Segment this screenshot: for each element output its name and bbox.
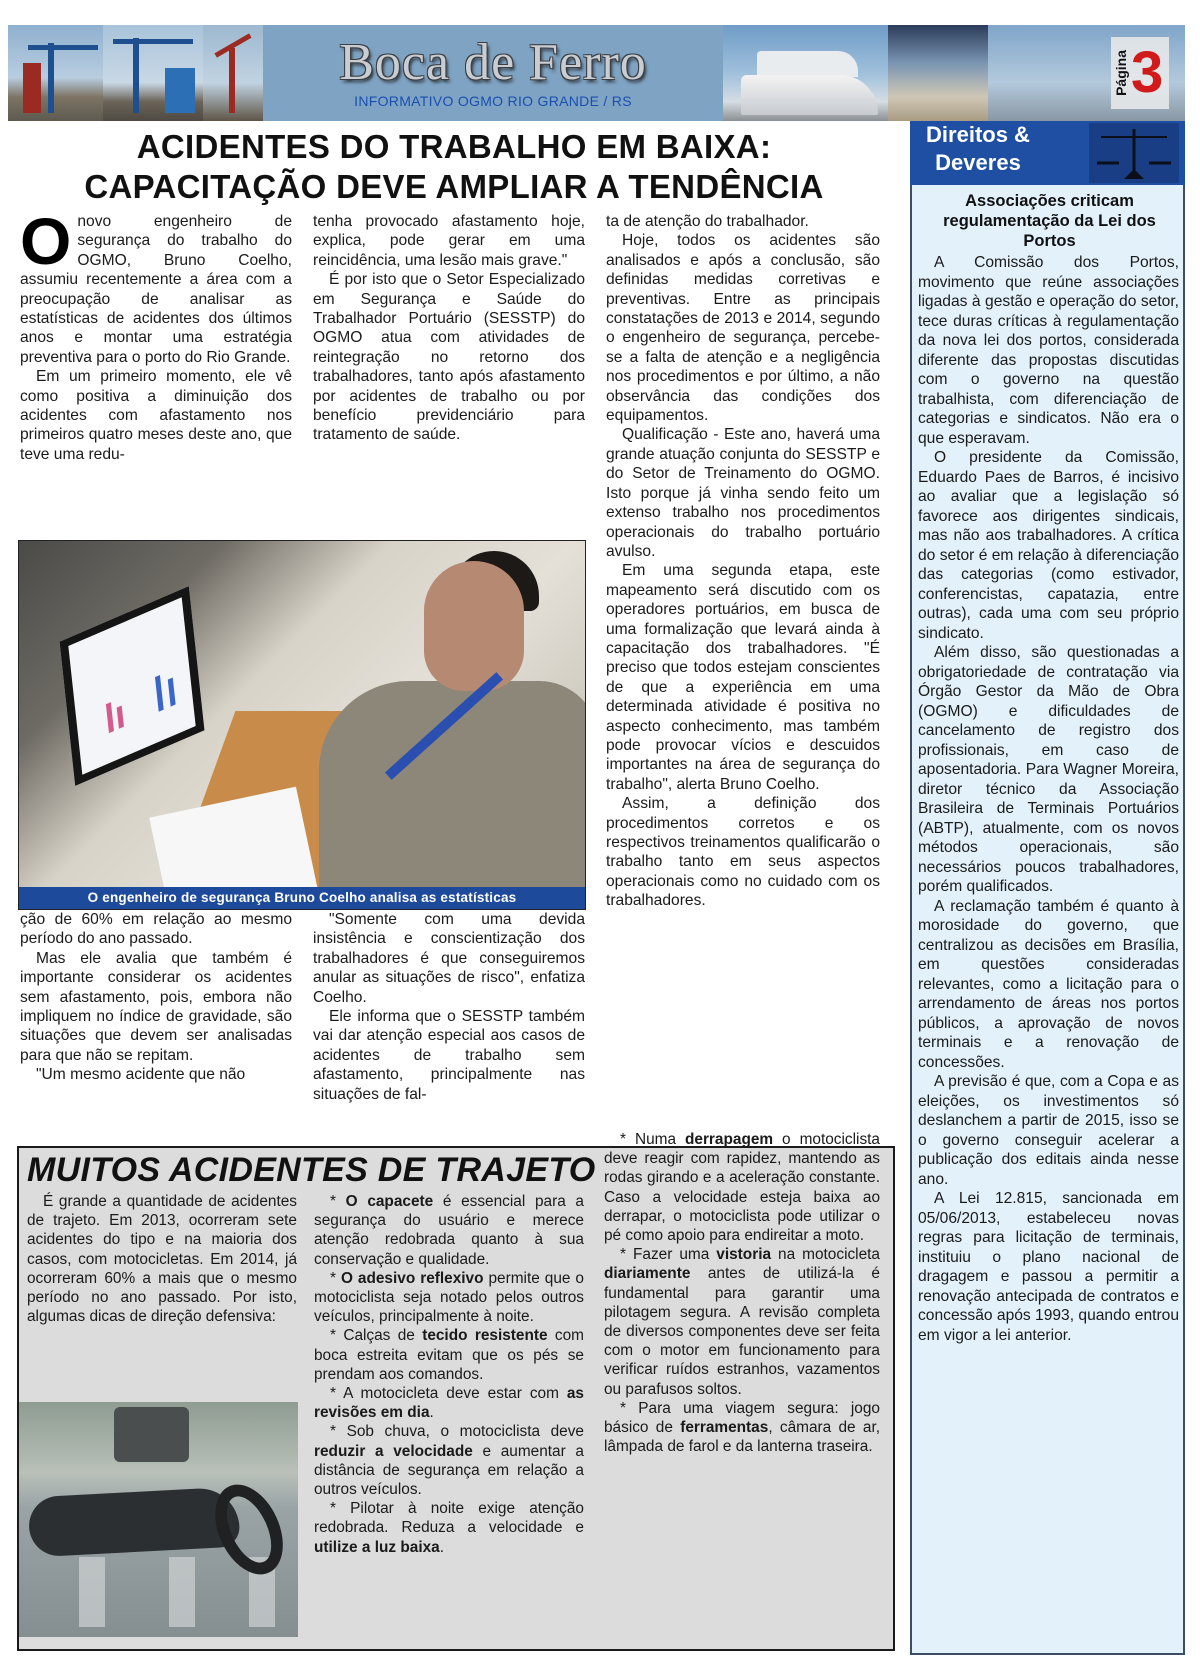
- drop-cap: O: [20, 204, 72, 278]
- box-intro: É grande a quantidade de acidentes de trajeto. Em 2013, ocorreram sete acidentes do tipo e na maioria dos casos, com motocicletas. Em 2014, já ocorreram 60% a mais que o mesmo período no ano passado. Por isto, algumas dicas de direção defensiva:: [27, 1193, 297, 1326]
- article-paragraph: Ele informa que o SESSTP também vai dar atenção especial aos casos de acidentes de trabalho sem afastamento, principalmente nas situações de fal-: [313, 1008, 585, 1103]
- driving-tip: * O adesivo reflexivo permite que o motociclista seja notado pelos outros veículos, principalmente à noite.: [314, 1269, 584, 1326]
- headline-line-2: CAPACITAÇÃO DEVE AMPLIAR A TENDÊNCIA: [84, 168, 824, 205]
- article-column-2-continued: [313, 910, 585, 1104]
- article-paragraph: "Somente com uma devida insistência e conscientização dos trabalhadores é que conseguiremos anular as situações de risco", enfatiza Coelho.: [313, 911, 585, 1006]
- page-number: 3: [1131, 40, 1164, 105]
- ship-hull-shape: [741, 75, 878, 115]
- sidebar-paragraph: Além disso, são questionadas a obrigatoriedade de contratação via Órgão Gestor da Mão de Obra (OGMO) e dificuldades de cancelamento de registro dos profissionais, em caso de aposentadoria. Para Wagner Moreira, diretor técnico da Associação Brasileira de Terminais Portuários (ABTP), atualmente, com os novos métodos operacionais, são necessários poucos trabalhadores, porém qualificados.: [918, 644, 1179, 895]
- tip-keyword: utilize a luz baixa: [314, 1538, 440, 1556]
- tip-keyword: derrapagem: [684, 1131, 774, 1148]
- red-crane-photo: [203, 25, 263, 121]
- page-photo: [988, 25, 1185, 121]
- photo-caption: O engenheiro de segurança Bruno Coelho analisa as estatísticas: [19, 887, 585, 909]
- driving-tip: * Sob chuva, o motociclista deve reduzir a velocidade e aumentar a distância de segurança em relação a outros veículos.: [314, 1423, 584, 1499]
- tip-keyword: tecido resistente: [422, 1327, 548, 1345]
- headline-line-1: ACIDENTES DO TRABALHO EM BAIXA:: [136, 128, 772, 165]
- tips-column-1: [314, 1192, 584, 1557]
- article-paragraph: ta de atenção do trabalhador.: [606, 213, 809, 230]
- article-headline: [20, 127, 888, 207]
- head-shape: [424, 561, 524, 691]
- motorcycle-shape: [28, 1487, 241, 1558]
- article-paragraph: ção de 60% em relação ao mesmo período do ano passado.: [20, 911, 292, 948]
- article-paragraph: "Um mesmo acidente que não: [36, 1066, 246, 1084]
- article-paragraph: Hoje, todos os acidentes são analisados e após a conclusão, são definidas medidas corretivas e preventivas. Entre as principais constatações de 2013 e 2014, segundo o engenheiro de segurança, percebe-se a falta de atenção e a negligência nos procedimentos e por último, a não observância das condições dos equipamentos.: [606, 232, 880, 425]
- tip-keyword: vistoria: [716, 1246, 772, 1264]
- article-column-2: [313, 212, 585, 445]
- article-paragraph: Onovo engenheiro de segurança do trabalho do OGMO, Bruno Coelho, assumiu recentemente a área com a preocupação de analisar as estatísticas de acidentes dos últimos anos e montar uma estratégia preventiva para o porto do Rio Grande.: [20, 204, 292, 366]
- rights-duties-header: [910, 121, 1185, 185]
- tip-keyword: diariamente: [604, 1265, 691, 1283]
- article-paragraph: Mas ele avalia que também é importante considerar os acidentes sem afastamento, pois, embora não impliquem no índice de gravidade, são situações que devem ser analisadas para que não se repitam.: [20, 949, 292, 1064]
- tip-keyword: ferramentas: [680, 1419, 769, 1437]
- crane-icon: [133, 38, 139, 113]
- port-crane-photo: [8, 25, 103, 121]
- article-paragraph: É por isto que o Setor Especializado em Segurança e Saúde do Trabalhador Portuário (SESSTP) do OGMO atua com atividades de reintegração no retorno dos trabalhadores, tanto após afastamento por acidentes de trabalho ou por benefício previdenciário para tratamento de saúde.: [313, 271, 585, 444]
- sidebar-paragraph: O presidente da Comissão, Eduardo Paes de Barros, é incisivo ao avaliar que a legislação só favorece aos dirigentes sindicais, mas não aos trabalhadores. A crítica do setor é em relação à diferenciação das categorias (como estivador, conferencistas, capatazia, entre outras), cada uma com seu próprio sindicato.: [918, 449, 1179, 642]
- driving-tip: * Calças de tecido resistente com boca estreita evitam que os pés se prendam aos comandos.: [314, 1327, 584, 1383]
- article-paragraph: Assim, a definição dos procedimentos corretos e os respectivos treinamentos qualificarão o trabalho tanto em seus aspectos operacionais como no cuidado com os trabalhadores.: [606, 795, 880, 910]
- sidebar-paragraph: A reclamação também é quanto à morosidade do governo, que centralizou as decisões em Brasília, em questões consideradas relevantes, como a licitação para o arrendamento de áreas nos portos públicos, a aprovação de novos terminais e a renovação de concessões.: [918, 897, 1179, 1071]
- article-paragraph: tenha provocado afastamento hoje, explica, pode gerar em uma reincidência, uma lesão mais grave.": [313, 213, 585, 269]
- driving-tip: * Para uma viagem segura: jogo básico de ferramentas, câmara de ar, lâmpada de farol e da lanterna traseira.: [604, 1399, 880, 1456]
- sidebar-paragraph: A Lei 12.815, sancionada em 05/06/2013, estabeleceu novas regras para licitação de terminais, instituiu o plano nacional de dragagem e passou a permitir a renovação antecipada de contratos e concessão após 1993, quando entrou em vigor a lei anterior.: [918, 1190, 1179, 1344]
- driving-tip: * Fazer uma vistoria na motocicleta diariamente antes de utilizá-la é fundamental para garantir uma pilotagem segura. A revisão completa de diversos componentes deve ser feita com o motor em funcionamento para verificar ruídos estranhos, vazamentos ou parafusos soltos.: [604, 1246, 880, 1398]
- sidebar-article-title: Associações criticam regulamentação da Lei dos Portos: [943, 192, 1156, 250]
- scales-of-justice-icon: [1089, 123, 1179, 183]
- page-label: Página: [1113, 50, 1129, 96]
- crane-icon: [48, 43, 54, 113]
- crane-icon: [229, 48, 235, 113]
- cruise-ship-photo: [723, 25, 888, 121]
- driving-tip: * Pilotar à noite exige atenção redobrada. Reduza a velocidade e utilize a luz baixa.: [314, 1500, 584, 1556]
- article-column-1-continued: [20, 910, 292, 1085]
- article-paragraph: Qualificação - Este ano, haverá uma grande atuação conjunta do SESSTP e do Setor de Treinamento do OGMO. Isto porque já vinha sendo feito um extenso trabalho nos procedimentos operacionais do trabalho portuário avulso.: [606, 426, 880, 560]
- engineer-photo: [18, 540, 586, 910]
- newsletter-title: Boca de Ferro: [339, 34, 647, 91]
- commute-accidents-box: [17, 1131, 895, 1651]
- terminal-photo: [888, 25, 988, 121]
- tip-keyword: as revisões em dia: [314, 1385, 584, 1422]
- motorcycle-accident-photo: [19, 1402, 298, 1637]
- article-paragraph: Em um primeiro momento, ele vê como positiva a diminuição dos acidentes com afastamento nos primeiros quatro meses deste ano, que teve uma redu-: [20, 368, 292, 463]
- article-column-1: [20, 204, 292, 464]
- sidebar-article-body: [918, 253, 1179, 1345]
- crane-arm: [28, 45, 98, 50]
- ship-deck-shape: [757, 51, 858, 77]
- car-shape: [114, 1407, 189, 1462]
- container-ship-shape: [165, 68, 195, 113]
- box-intro-column: [27, 1192, 297, 1326]
- sidebar-paragraph: A previsão é que, com a Copa e as eleições, os investimentos só deslanchem a partir de 2015, isso se o governo conseguir acelerar a publicação dos editais ainda nesse ano.: [918, 1073, 1179, 1188]
- driving-tip: * Numa derrapagem o motociclista deve reagir com rapidez, mantendo as rodas girando e a aceleração constante. Caso a velocidade esteja baixa ao derrapar, o motociclista pode utilizar o pé como apoio para endireitar a moto.: [604, 1131, 880, 1245]
- newsletter-subtitle: INFORMATIVO OGMO RIO GRANDE / RS: [354, 93, 632, 109]
- driving-tip: * O capacete é essencial para a segurança do usuário e merece atenção redobrada quanto à sua conservação e qualidade.: [314, 1193, 584, 1268]
- box-title: MUITOS ACIDENTES DE TRAJETO: [27, 1151, 596, 1189]
- sidebar-paragraph: A Comissão dos Portos, movimento que reúne associações ligadas à gestão e operação do setor, tece duras críticas à regulamentação da nova lei dos portos, considerada diferente das propostas discutidas com o governo na questão trabalhista, com diferenciação de categorias e sindicatos. Não era o que esperavam.: [918, 254, 1179, 447]
- tip-keyword: O capacete: [345, 1193, 434, 1210]
- hopper-shape: [23, 63, 41, 113]
- tips-column-2: [604, 1130, 880, 1456]
- section-title: Direitos & Deveres: [926, 122, 1030, 175]
- masthead: [8, 25, 1185, 121]
- page-badge: [1111, 37, 1169, 109]
- crane-arm: [113, 39, 193, 44]
- monitor-shape: [60, 586, 205, 786]
- article-paragraph: Em uma segunda etapa, este mapeamento será discutido com os operadores portuários, em busca de uma formalização que levará ainda à capacitação dos trabalhadores. "É preciso que todos estejam conscientes de que a experiência em uma determinada atividade é positiva no aspecto conhecimento, mas também pode provocar vícios e descuidos importantes na área de segurança do trabalho", alerta Bruno Coelho.: [606, 562, 880, 793]
- article-column-3: [606, 212, 880, 911]
- rights-duties-sidebar: [910, 185, 1185, 1655]
- driving-tip: * A motocicleta deve estar com as revisões em dia.: [314, 1385, 584, 1422]
- tip-keyword: reduzir a velocidade: [314, 1442, 473, 1460]
- brand-block: [263, 25, 723, 121]
- port-crane-photo-2: [103, 25, 203, 121]
- tip-keyword: O adesivo reflexivo: [340, 1269, 484, 1287]
